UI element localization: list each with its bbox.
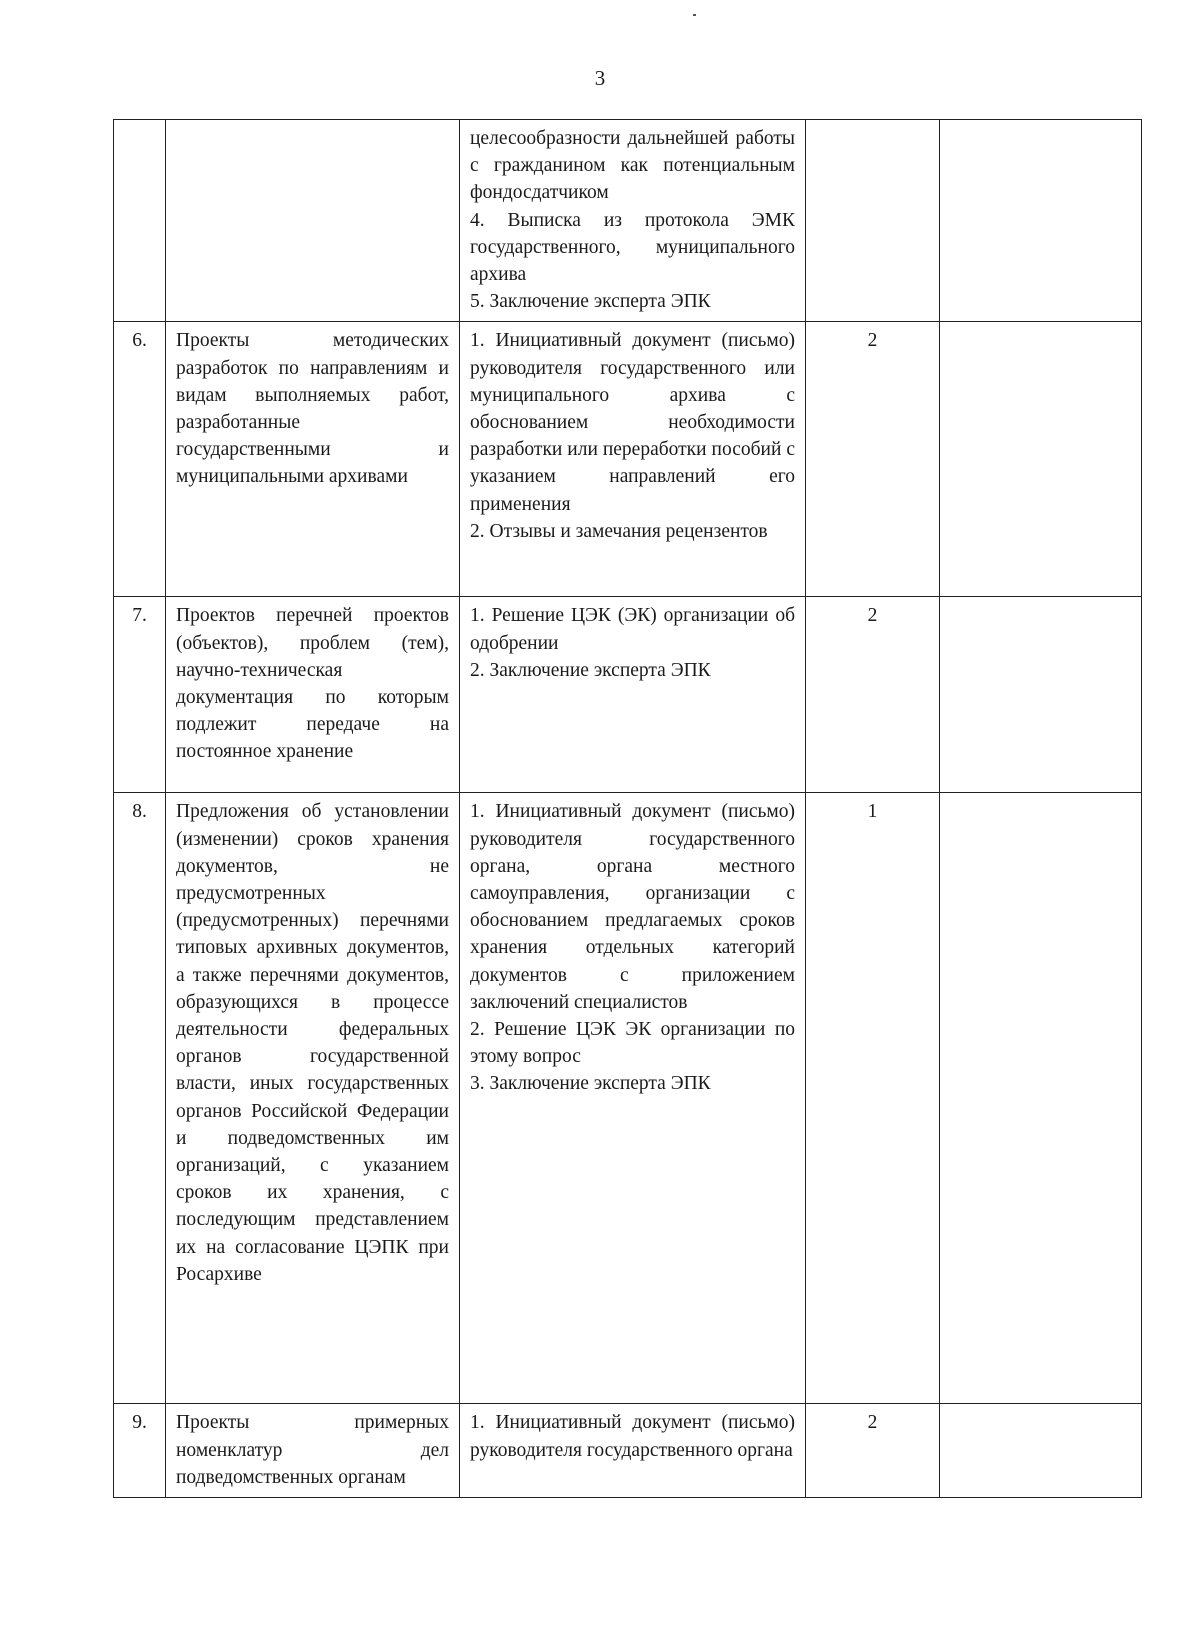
table-row bbox=[114, 793, 1142, 1404]
row-number: 8. bbox=[114, 793, 166, 1404]
row-number bbox=[114, 120, 166, 322]
page-number: 3 bbox=[594, 66, 606, 90]
row-number: 9. bbox=[114, 1404, 166, 1498]
row-description: Проекты методических разработок по направлениям и видам выполняемых работ, разработанные государственными и муниципальными архивами bbox=[166, 322, 460, 597]
row-number: 6. bbox=[114, 322, 166, 597]
row-description: Проекты примерных номенклатур дел подведомственных органам bbox=[166, 1404, 460, 1498]
row-notes bbox=[940, 1404, 1142, 1498]
document-item: 2. Заключение эксперта ЭПК bbox=[470, 659, 711, 681]
row-description bbox=[166, 120, 460, 322]
document-item: 5. Заключение эксперта ЭПК bbox=[470, 291, 711, 313]
row-count: 1 bbox=[806, 793, 940, 1404]
row-notes bbox=[940, 793, 1142, 1404]
row-notes bbox=[940, 597, 1142, 793]
row-number: 7. bbox=[114, 597, 166, 793]
scan-artifact bbox=[693, 14, 696, 16]
documents-table bbox=[113, 119, 1142, 1498]
document-item: целесообразности дальнейшей работы с гражданином как потенциальным фондосдатчиком bbox=[470, 128, 795, 204]
document-item: 1. Инициативный документ (письмо) руководителя государственного органа bbox=[470, 1412, 795, 1461]
table-row bbox=[114, 120, 1142, 322]
row-count: 2 bbox=[806, 597, 940, 793]
row-notes bbox=[940, 120, 1142, 322]
document-item: 2. Отзывы и замечания рецензентов bbox=[470, 520, 768, 542]
row-count: 2 bbox=[806, 322, 940, 597]
row-documents bbox=[460, 793, 806, 1404]
row-count: 2 bbox=[806, 1404, 940, 1498]
document-item: 1. Инициативный документ (письмо) руководителя государственного или муниципального архива с обоснованием необходимости разработки или переработки пособий с указанием направлений его применения bbox=[470, 330, 795, 515]
table-row bbox=[114, 1404, 1142, 1498]
row-description: Предложения об установлении (изменении) сроков хранения документов, не предусмотренных (предусмотренных) перечнями типовых архивных документов, а также перечнями документов, образующихся в процессе деятельности федеральных органов государственной власти, иных государственных органов Российской Федерации и подведомственных им организаций, с указанием сроков их хранения, с последующим представлением их на согласование ЦЭПК при Росархиве bbox=[166, 793, 460, 1404]
document-item: 4. Выписка из протокола ЭМК государственного, муниципального архива bbox=[470, 209, 795, 286]
row-count bbox=[806, 120, 940, 322]
table-row bbox=[114, 597, 1142, 793]
row-description: Проектов перечней проектов (объектов), проблем (тем), научно-техническая документация по которым подлежит передаче на постоянное хранение bbox=[166, 597, 460, 793]
row-notes bbox=[940, 322, 1142, 597]
table-row bbox=[114, 322, 1142, 597]
document-item: 1. Решение ЦЭК (ЭК) организации об одобрении bbox=[470, 605, 795, 654]
row-documents bbox=[460, 1404, 806, 1498]
document-item: 1. Инициативный документ (письмо) руководителя государственного органа, органа местного самоуправления, организации с обоснованием предлагаемых сроков хранения отдельных категорий документов с приложением заключений специалистов bbox=[470, 801, 795, 1013]
row-documents bbox=[460, 120, 806, 322]
row-documents bbox=[460, 322, 806, 597]
document-item: 2. Решение ЦЭК ЭК организации по этому вопрос bbox=[470, 1019, 795, 1068]
document-item: 3. Заключение эксперта ЭПК bbox=[470, 1073, 711, 1095]
row-documents bbox=[460, 597, 806, 793]
